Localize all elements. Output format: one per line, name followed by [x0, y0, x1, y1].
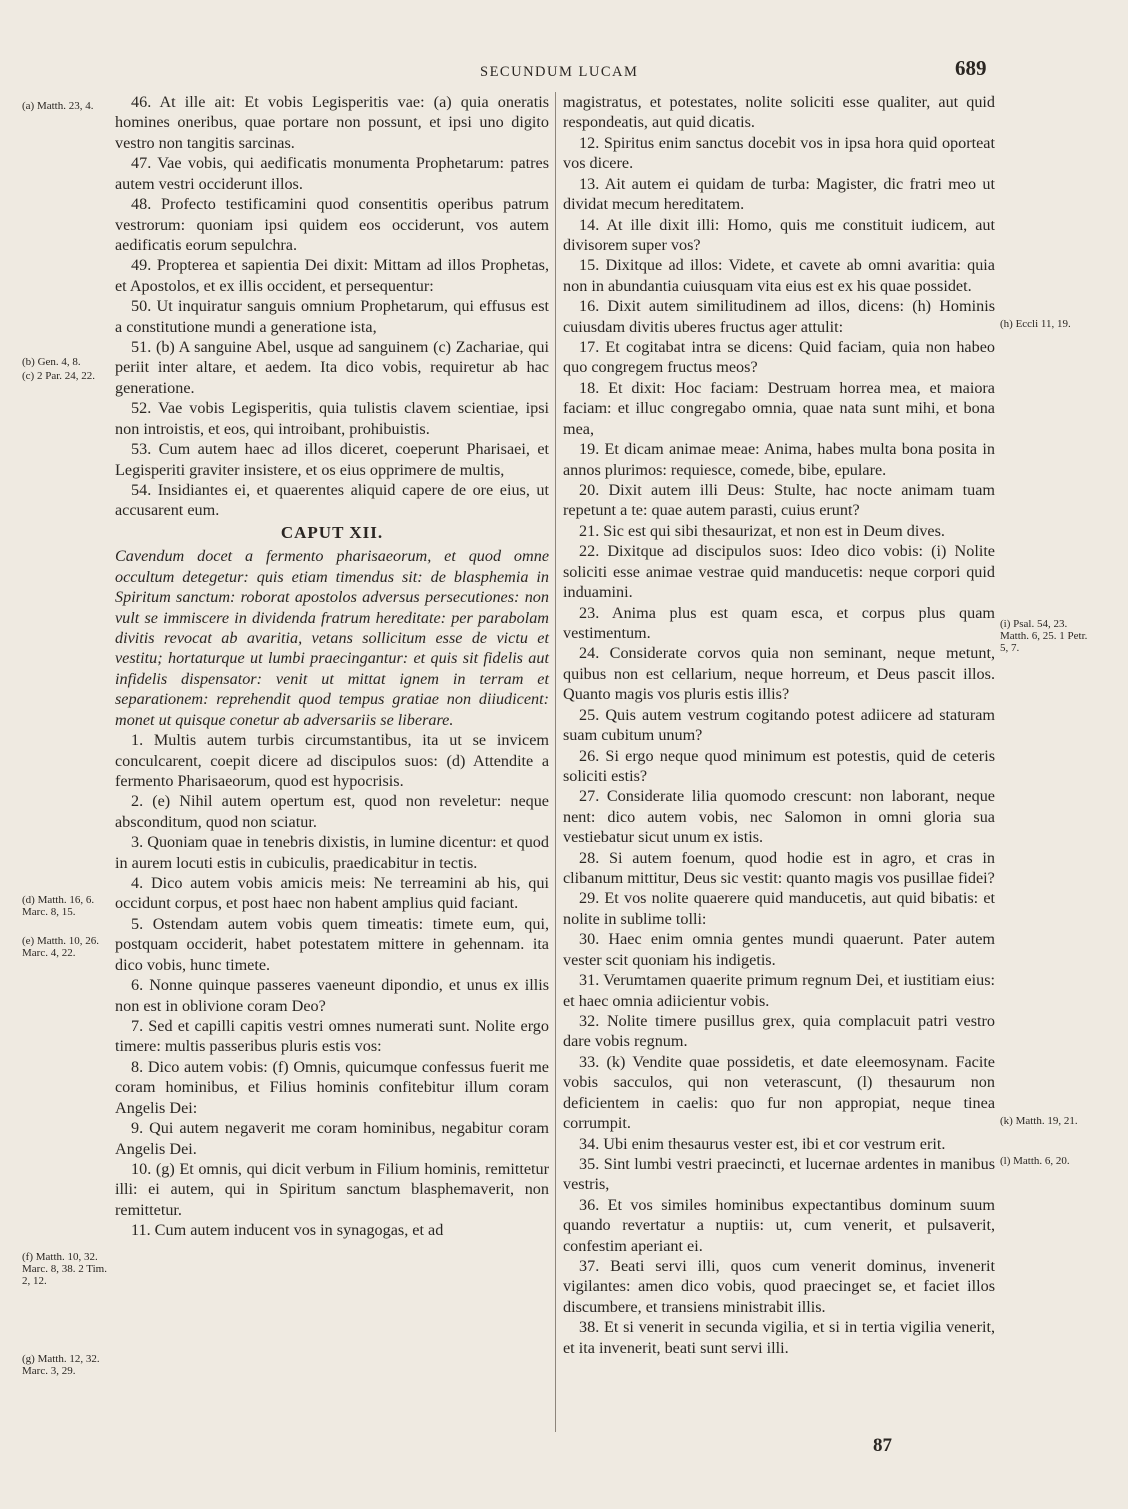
verse-paragraph: 8. Dico autem vobis: (f) Omnis, quicumque confessus fuerit me coram hominibus, et Filius hominis confitebitur illum coram Angelis Dei: — [115, 1057, 549, 1117]
verse-paragraph: 11. Cum autem inducent vos in synagogas, et ad — [131, 1221, 444, 1240]
left-column — [115, 92, 549, 1241]
verse-paragraph: 47. Vae vobis, qui aedificatis monumenta Prophetarum: patres autem vestri occiderunt illos. — [115, 154, 549, 193]
verse-paragraph: 17. Et cogitabat intra se dicens: Quid faciam, quia non habeo quo congregem fructus meos? — [563, 338, 995, 377]
verse-paragraph: 25. Quis autem vestrum cogitando potest adiicere ad staturam suam cubitum unum? — [563, 705, 995, 745]
margin-note-a: (a) Matth. 23, 4. — [22, 100, 94, 112]
verse-paragraph: 7. Sed et capilli capitis vestri omnes numerati sunt. Nolite ergo timere: multis passeribus pluris estis vos: — [115, 1016, 549, 1056]
verse-paragraph: 51. (b) A sanguine Abel, usque ad sanguinem (c) Zachariae, qui periit inter altare, et aedem. Ita dico vobis, requiretur ab hac generatione. — [115, 338, 549, 397]
verse-paragraph: 15. Dixitque ad illos: Videte, et cavete ab omni avaritia: quia non in abundantia cuiusquam vita eius est ex his quae possidet. — [563, 256, 995, 295]
verse-paragraph: 27. Considerate lilia quomodo crescunt: non laborant, neque nent: dico autem vobis, nec Salomon in omni gloria sua vestiebatur sicut unum ex istis. — [563, 787, 995, 847]
verse-paragraph: 31. Verumtamen quaerite primum regnum Dei, et iustitiam eius: et haec omnia adiicientur vobis. — [563, 971, 995, 1010]
verse-paragraph: 1. Multis autem turbis circumstantibus, ita ut se invicem conculcarent, coepit dicere ad discipulos suos: (d) Attendite a fermento Pharisaeorum, quod est hypocrisis. — [115, 731, 549, 790]
margin-note-g: (g) Matth. 12, 32. Marc. 3, 29. — [22, 1353, 100, 1377]
verse-paragraph: 4. Dico autem vobis amicis meis: Ne terreamini ab his, qui occidunt corpus, et post haec non habent amplius quid faciant. — [115, 874, 549, 913]
verse-paragraph: 36. Et vos similes hominibus expectantibus dominum suum quando revertatur a nuptiis: ut, cum venerit, et pulsaverit, confestim aperiant ei. — [563, 1195, 995, 1255]
margin-note-k: (k) Matth. 19, 21. — [1000, 1115, 1078, 1127]
margin-note-c: (c) 2 Par. 24, 22. — [22, 370, 96, 382]
chapter-summary: Cavendum docet a fermento pharisaeorum, et quod omne occultum detegetur: quis etiam timendus sit: de blasphemia in Spiritum sanctum: roborat apostolos adversus persecutiones: non vult se immiscere in dividenda fratrum hereditate: per parabolam divitis revocat ab avaritia, vetans sollicitum esse de victu et vestitu; hortaturque ut lumbi praecingantur: et quis sit fidelis aut infidelis dispensator: venit ut mittat ignem in terram et separationem: reprehendit quod tempus gratiae non diiudicent: monet ut quisque conetur ab adversariis se liberare. — [115, 547, 549, 729]
verse-paragraph: 49. Propterea et sapientia Dei dixit: Mittam ad illos Prophetas, et Apostolos, et ex illis occident, et persequentur: — [115, 256, 549, 295]
verse-paragraph: 23. Anima plus est quam esca, et corpus plus quam vestimentum. — [563, 603, 995, 642]
verse-paragraph: 29. Et vos nolite quaerere quid manducetis, aut quid bibatis: et nolite in sublime tolli: — [563, 889, 995, 928]
verse-paragraph: 50. Ut inquiratur sanguis omnium Prophetarum, qui effusus est a constitutione mundi a generatione ista, — [115, 297, 549, 336]
verse-paragraph: 2. (e) Nihil autem opertum est, quod non reveletur: neque absconditum, quod non sciatur. — [115, 792, 549, 831]
margin-note-l: (l) Matth. 6, 20. — [1000, 1155, 1070, 1167]
verse-paragraph: 12. Spiritus enim sanctus docebit vos in ipsa hora quid oporteat vos dicere. — [563, 133, 995, 173]
verse-paragraph: 26. Si ergo neque quod minimum est potestis, quid de ceteris soliciti estis? — [563, 746, 995, 785]
verse-paragraph: 14. At ille dixit illi: Homo, quis me constituit iudicem, aut divisorem super vos? — [563, 215, 995, 254]
column-divider — [555, 92, 556, 1432]
verse-paragraph: 5. Ostendam autem vobis quem timeatis: timete eum, qui, postquam occiderit, habet potestatem mittere in gehennam. ita dico vobis, hunc timete. — [115, 914, 549, 974]
verse-paragraph: 30. Haec enim omnia gentes mundi quaerunt. Pater autem vester scit quoniam his indigetis. — [563, 930, 995, 969]
margin-note-f: (f) Matth. 10, 32. Marc. 8, 38. 2 Tim. 2, 12. — [22, 1251, 107, 1287]
verse-paragraph: 24. Considerate corvos quia non seminant, neque metunt, quibus non est cellarium, neque horreum, et Deus pascit illos. Quanto magis vos pluris estis illis? — [563, 644, 995, 704]
right-column — [563, 92, 995, 1358]
verse-paragraph: 22. Dixitque ad discipulos suos: Ideo dico vobis: (i) Nolite soliciti esse animae vestrae quid manducetis: neque corpori quid induamini. — [563, 542, 995, 602]
verse-paragraph: 18. Et dixit: Hoc faciam: Destruam horrea mea, et maiora faciam: et illuc congregabo omnia, quae nata sunt mihi, et bona mea, — [563, 378, 995, 438]
verse-paragraph: 19. Et dicam animae meae: Anima, habes multa bona posita in annos plurimos: requiesce, comede, bibe, epulare. — [563, 440, 995, 479]
verse-paragraph: 21. Sic est qui sibi thesaurizat, et non est in Deum dives. — [579, 521, 945, 540]
margin-note-i: (i) Psal. 54, 23. Matth. 6, 25. 1 Petr. 5, 7. — [1000, 618, 1088, 654]
verse-paragraph: 9. Qui autem negaverit me coram hominibus, negabitur coram Angelis Dei. — [115, 1119, 549, 1158]
verse-paragraph: 53. Cum autem haec ad illos diceret, coeperunt Pharisaei, et Legisperiti graviter insistere, et os eius opprimere de multis, — [115, 440, 549, 479]
verse-paragraph: 35. Sint lumbi vestri praecincti, et lucernae ardentes in manibus vestris, — [563, 1154, 995, 1194]
verse-paragraph: 6. Nonne quinque passeres vaeneunt dipondio, et unus ex illis non est in oblivione coram Deo? — [115, 976, 549, 1015]
verse-paragraph: 46. At ille ait: Et vobis Legisperitis vae: (a) quia oneratis homines oneribus, quae portare non possunt, et ipsi uno digito vestro non tangitis sarcinas. — [115, 93, 549, 152]
verse-paragraph: 13. Ait autem ei quidam de turba: Magister, dic fratri meo ut dividat mecum hereditatem. — [563, 174, 995, 214]
verse-paragraph: 33. (k) Vendite quae possidetis, et date eleemosynam. Facite vobis sacculos, qui non veterascunt, (l) thesaurum non deficientem in caelis: quo fur non appropiat, neque tinea corrumpit. — [563, 1052, 995, 1133]
page-number: 689 — [955, 56, 987, 80]
verse-paragraph: 28. Si autem foenum, quod hodie est in agro, et cras in clibanum mittitur, Deus sic vestit: quanto magis vos pusillae fidei? — [563, 848, 995, 888]
verse-paragraph-continued: magistratus, et potestates, nolite soliciti esse qualiter, aut quid respondeatis, aut quid dicatis. — [563, 93, 995, 132]
margin-note-d: (d) Matth. 16, 6. Marc. 8, 15. — [22, 894, 95, 918]
verse-paragraph: 34. Ubi enim thesaurus vester est, ibi et cor vestrum erit. — [579, 1134, 946, 1153]
verse-paragraph: 38. Et si venerit in secunda vigilia, et si in tertia vigilia venerit, et ita invenerit, beati sunt servi illi. — [563, 1318, 995, 1357]
running-header — [0, 56, 1128, 86]
margin-note-e: (e) Matth. 10, 26. Marc. 4, 22. — [22, 935, 99, 959]
verse-paragraph: 16. Dixit autem similitudinem ad illos, dicens: (h) Hominis cuiusdam divitis uberes fructus ager attulit: — [563, 297, 995, 336]
verse-paragraph: 3. Quoniam quae in tenebris dixistis, in lumine dicentur: et quod in aurem locuti estis in cubiculis, praedicabitur in tectis. — [115, 833, 549, 872]
verse-paragraph: 32. Nolite timere pusillus grex, quia complacuit patri vestro dare vobis regnum. — [563, 1011, 995, 1051]
running-title: SECUNDUM LUCAM — [480, 64, 639, 80]
folio-number: 87 — [873, 1435, 892, 1456]
margin-note-h: (h) Eccli 11, 19. — [1000, 318, 1071, 330]
verse-paragraph: 10. (g) Et omnis, qui dicit verbum in Filium hominis, remittetur illi: ei autem, qui in Spiritum sanctum blasphemaverit, non remittetur. — [115, 1159, 549, 1219]
chapter-title: CAPUT XII. — [280, 522, 384, 542]
verse-paragraph: 48. Profecto testificamini quod consentitis operibus patrum vestrorum: quoniam ipsi quidem eos occiderunt, vos autem aedificatis eorum sepulchra. — [115, 195, 549, 254]
verse-paragraph: 20. Dixit autem illi Deus: Stulte, hac nocte animam tuam repetunt a te: quae autem parasti, cuius erunt? — [563, 481, 995, 520]
margin-note-b: (b) Gen. 4, 8. — [22, 356, 81, 368]
verse-paragraph: 52. Vae vobis Legisperitis, quia tulistis clavem scientiae, ipsi non introistis, et eos, qui introibant, prohibuistis. — [115, 399, 549, 438]
verse-paragraph: 54. Insidiantes ei, et quaerentes aliquid capere de ore eius, ut accusarent eum. — [115, 481, 549, 520]
verse-paragraph: 37. Beati servi illi, quos cum venerit dominus, invenerit vigilantes: amen dico vobis, quod praecinget se, et faciet illos discumbere, et transiens ministrabit illis. — [563, 1257, 995, 1316]
